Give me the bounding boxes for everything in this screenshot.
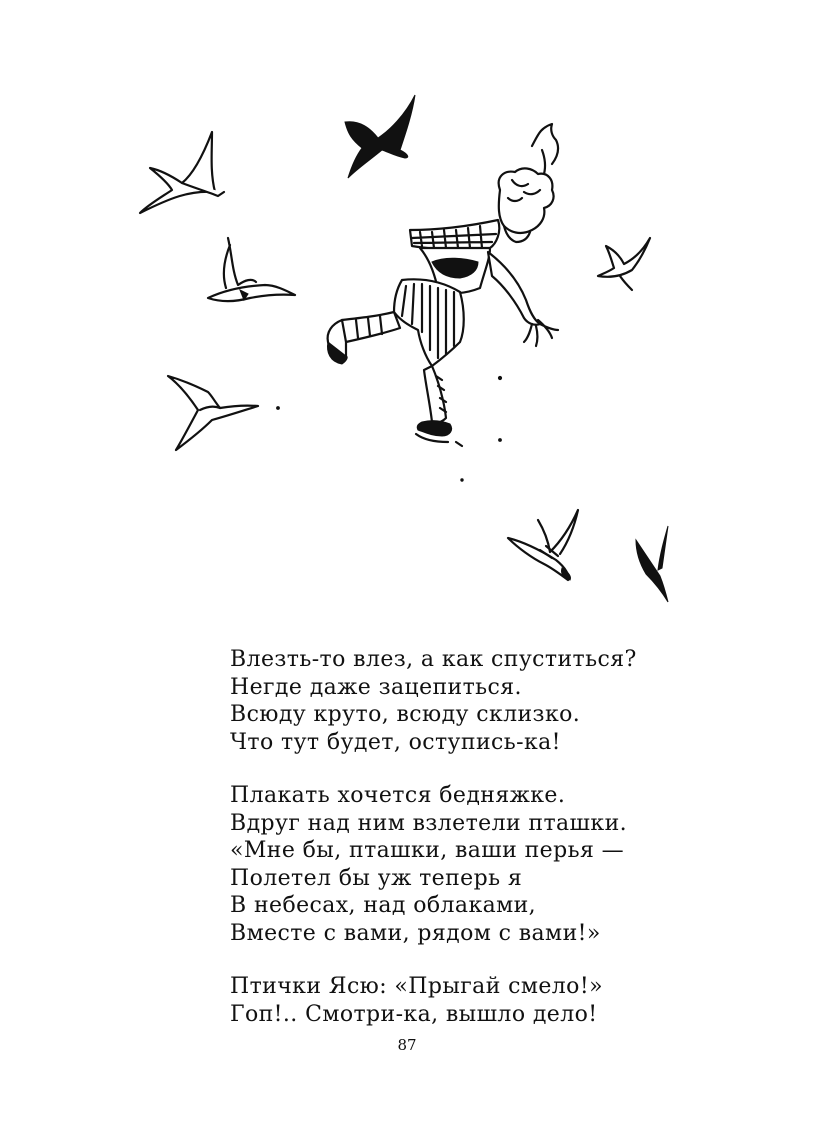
poem-line: Птички Ясю: «Прыгай смело!» [230, 974, 603, 999]
stanza-1 [230, 646, 710, 756]
bird-far-right-black [636, 526, 668, 602]
boy-figure [328, 124, 559, 446]
bird-lower-left [168, 376, 258, 450]
illustration-boy-with-birds [120, 80, 700, 620]
poem-line: Вдруг над ним взлетели пташки. [230, 810, 628, 836]
bird-top-left [140, 132, 224, 213]
poem-line: Вместе с вами, рядом с вами!» [230, 920, 601, 946]
stanza-3 [230, 973, 710, 1028]
bird-lower-right [508, 510, 578, 580]
poem-line: Что тут будет, оступись-ка! [230, 729, 561, 755]
bird-right-middle [598, 238, 650, 290]
poem-line: Всюду круто, всюду склизко. [230, 702, 581, 727]
poem-line: Гоп!.. Смотри-ка, вышло дело! [230, 1001, 598, 1027]
bird-left-middle [208, 238, 295, 301]
stanza-2 [230, 782, 710, 947]
page-number: 87 [397, 1036, 417, 1054]
poem-line: Влезть-то влез, а как спуститься? [230, 647, 637, 672]
poem-line: Плакать хочется бедняжке. [230, 783, 566, 808]
poem-line: В небесах, над облаками, [230, 893, 537, 918]
poem-line: Полетел бы уж теперь я [230, 865, 523, 891]
poem-line: Негде даже зацепиться. [230, 674, 522, 700]
poem-line: «Мне бы, пташки, ваши перья — [230, 838, 625, 863]
poem-text [230, 646, 710, 1054]
bird-top-black [345, 95, 415, 178]
